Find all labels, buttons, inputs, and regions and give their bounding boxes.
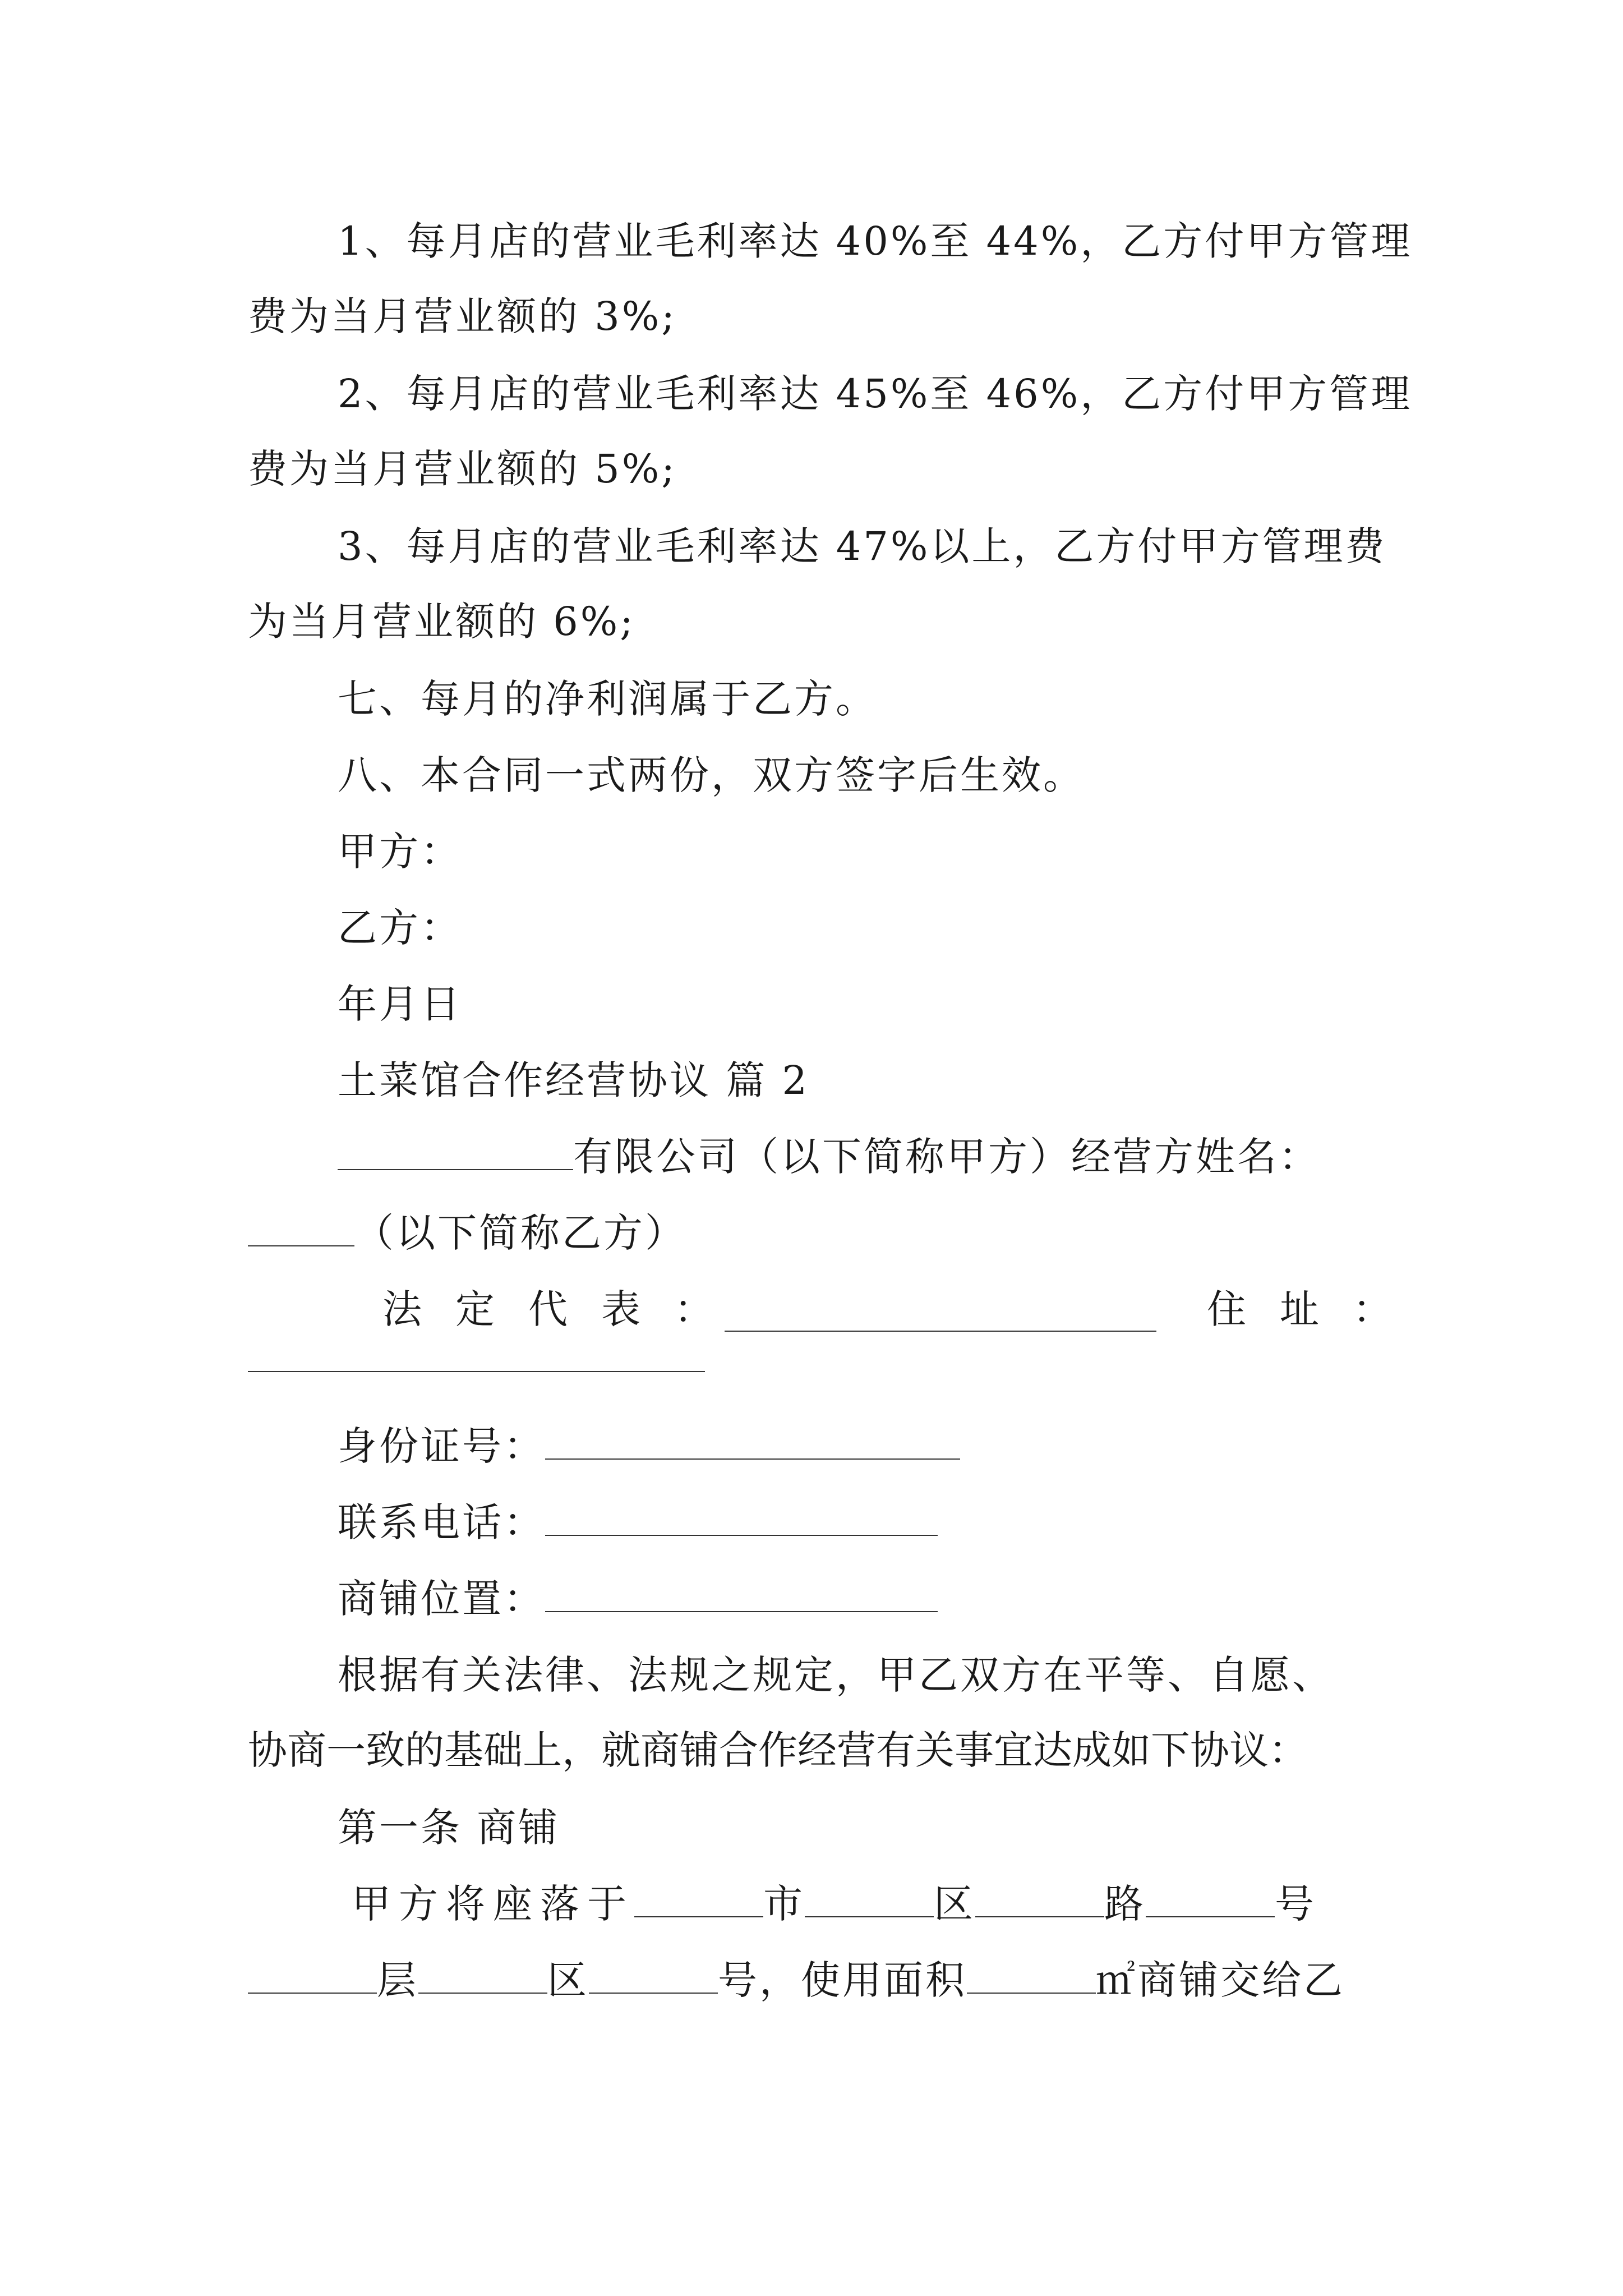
area-blank (967, 1953, 1096, 1994)
number-blank (1146, 1877, 1275, 1917)
location-line-1 (352, 1876, 1316, 1932)
party-a-signature-label: 甲方： (338, 829, 462, 875)
number2-blank (589, 1953, 718, 1994)
id-number-blank (545, 1419, 960, 1460)
loc-road: 路 (1104, 1881, 1146, 1927)
loc-city: 市 (763, 1881, 805, 1927)
location-line-2 (248, 1952, 1345, 2008)
paragraph-fee-3-line-1: 3、每月店的营业毛利率达 47%以上，乙方付甲方管理费 (338, 523, 1387, 569)
phone-line (338, 1494, 938, 1550)
intro-line-1: 根据有关法律、法规之规定，甲乙双方在平等、自愿、 (338, 1652, 1334, 1698)
operator-name-blank (248, 1206, 354, 1246)
loc-floor: 层 (377, 1957, 418, 2003)
loc-number: 号 (1275, 1881, 1316, 1927)
floor-blank (248, 1953, 377, 1994)
clause-8: 八、本合同一式两份，双方签字后生效。 (338, 752, 1085, 798)
paragraph-fee-2-line-1: 2、每月店的营业毛利率达 45%至 46%，乙方付甲方管理 (338, 371, 1413, 417)
intro-line-2: 协商一致的基础上，就商铺合作经营有关事宜达成如下协议： (248, 1727, 1308, 1773)
city-blank (634, 1877, 763, 1917)
zone-blank (418, 1953, 547, 1994)
phone-label: 联系电话： (338, 1499, 545, 1545)
address-line (1207, 1281, 1426, 1337)
id-number-label: 身份证号： (338, 1423, 545, 1469)
district-blank (805, 1877, 934, 1917)
company-name-blank (338, 1130, 573, 1170)
company-text: 有限公司（以下简称甲方）经营方姓名： (573, 1134, 1320, 1180)
operator-line (248, 1205, 686, 1261)
loc-district: 区 (934, 1881, 975, 1927)
company-line (338, 1129, 1320, 1185)
shop-location-blank (545, 1572, 938, 1612)
paragraph-fee-1-line-1: 1、每月店的营业毛利率达 40%至 44%，乙方付甲方管理 (338, 218, 1413, 264)
section-title: 土菜馆合作经营协议 篇 2 (338, 1057, 810, 1103)
legal-rep-blank (725, 1331, 1156, 1332)
shop-location-label: 商铺位置： (338, 1576, 545, 1622)
legal-rep-label: 法定代表： (382, 1286, 747, 1332)
address-blank (248, 1371, 705, 1372)
id-number-line (338, 1418, 960, 1474)
date-label: 年月日 (338, 981, 462, 1027)
article-1-title: 第一条 商铺 (338, 1805, 560, 1851)
loc-area-unit: ㎡商铺交给乙 (1096, 1957, 1345, 2003)
paragraph-fee-1-line-2: 费为当月营业额的 3%; (248, 293, 677, 339)
loc-zone: 区 (547, 1957, 589, 2003)
legal-rep-line (382, 1281, 747, 1337)
loc-lead: 甲方将座落于 (352, 1881, 634, 1927)
shop-location-line (338, 1571, 938, 1627)
operator-abbr: （以下简称乙方） (354, 1210, 686, 1256)
road-blank (975, 1877, 1104, 1917)
phone-blank (545, 1496, 938, 1536)
party-b-signature-label: 乙方： (338, 905, 462, 951)
paragraph-fee-2-line-2: 费为当月营业额的 5%; (248, 446, 677, 492)
loc-number2: 号，使用面积 (718, 1957, 967, 2003)
clause-7: 七、每月的净利润属于乙方。 (338, 676, 877, 722)
address-label: 住址： (1207, 1286, 1426, 1332)
paragraph-fee-3-line-2: 为当月营业额的 6%; (248, 599, 635, 645)
